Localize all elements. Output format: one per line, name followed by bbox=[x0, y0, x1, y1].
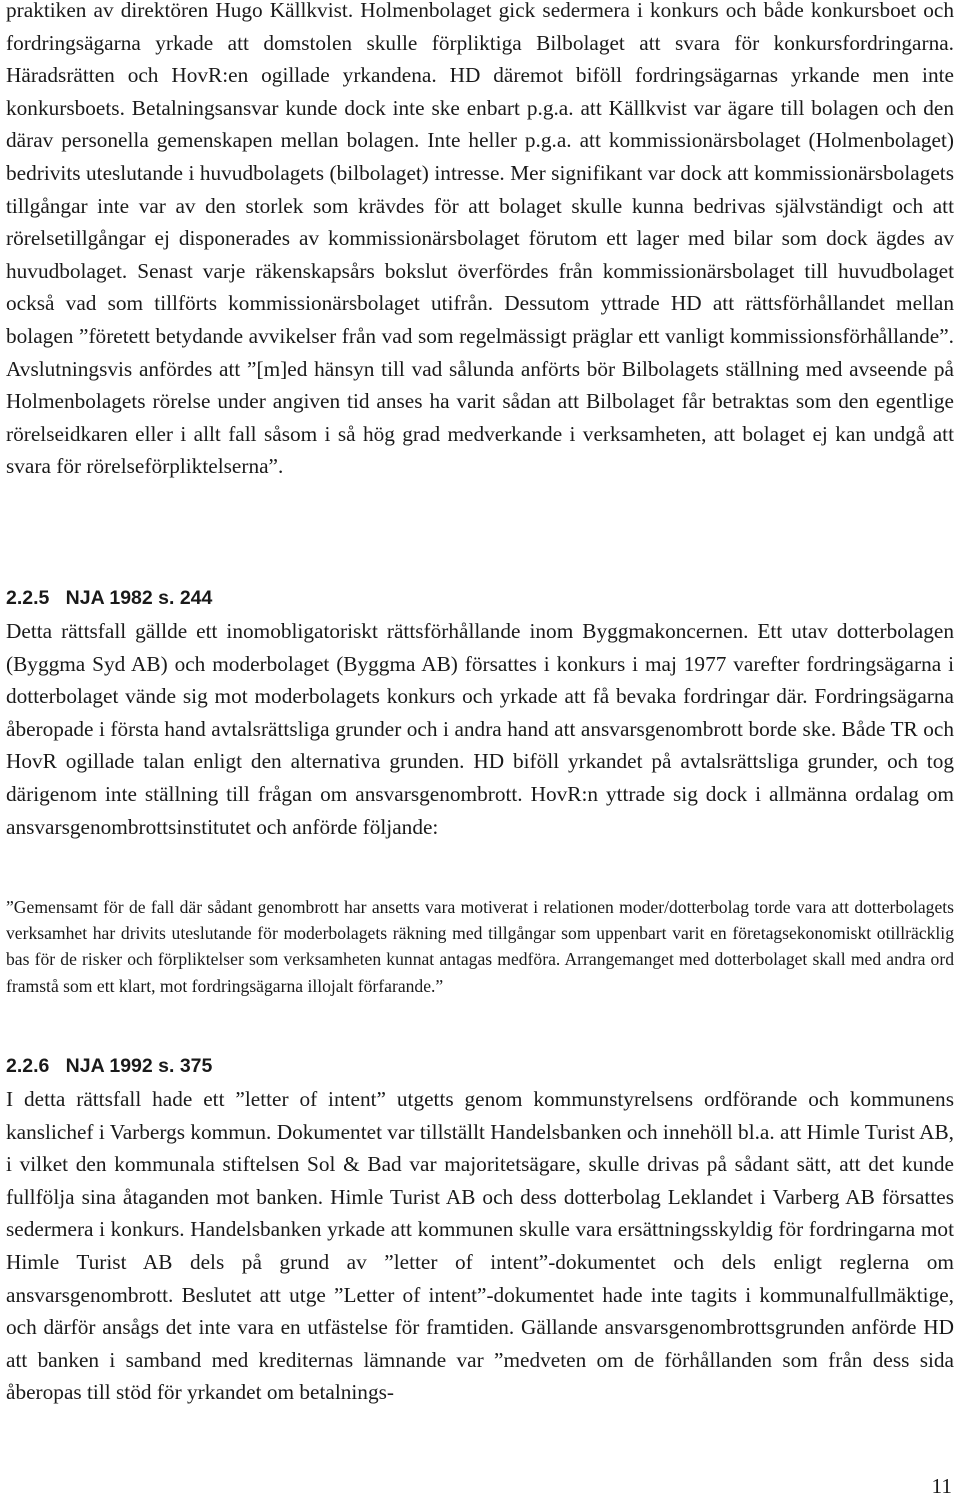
body-paragraph: I detta rättsfall hade ett ”letter of intent” utgetts genom kommunstyrelsens ordförande och kommunens kanslichef i Varbergs kommun. Dokumentet var tillställt Handelsbanken och innehöll bl.a. att Himle Turist AB, i vilket den kommunala stiftelsen Sol & Bad var majoritetsägare, skulle drivas på sådant sätt, att det kunde fullfölja sina åtaganden mot banken. Himle Turist AB och dess dotterbolag Leklandet i Varberg AB försattes sedermera i konkurs. Handelsbanken yrkade att kommunen skulle vara ersättningsskyldig för fordringarna mot Himle Turist AB dels på grund av ”letter of intent”-dokumentet och dels enligt reglerna om ansvarsgenombrott. Beslutet att utge ”Letter of intent”-dokumentet hade inte tagits i kommunalfullmäktige, och därför ansågs det inte vara en utfästelse för framtiden. Gällande ansvarsgenombrottsgrunden anförde HD att banken i samband med krediternas lämnande var ”medveten om de förhållanden som från dess sida åberopas till stöd för yrkandet om betalnings- bbox=[6, 1087, 954, 1405]
page-number: 11 bbox=[931, 1474, 952, 1498]
section-number: 2.2.5 bbox=[6, 587, 50, 609]
body-paragraph: praktiken av direktören Hugo Källkvist. Holmenbolaget gick sedermera i konkurs och både konkursboet och fordringsägarna yrkade att domstolen skulle förpliktiga Bilbolaget att svara för konkursfordringarna. Häradsrätten och HovR:en ogillade yrkandena. HD däremot biföll fordringsägarnas yrkande men inte konkursboets. Betalningsansvar kunde dock inte ske enbart p.g.a. att Källkvist var ägare till bolagen och den därav personella gemenskapen mellan bolagen. Inte heller p.g.a. att kommissionärsbolaget (Holmenbolaget) bedrivits uteslutande i huvudbolagets (bilbolaget) intresse. Mer signifikant var dock att kommissionärsbolagets tillgångar inte var av den storlek som krävdes för att bolaget skulle kunna bedrivas självständigt och att rörelsetillgångar ej disponerades av kommissionärsbolaget förutom ett lager med bilar som dock ägdes av huvudbolaget. Senast varje räkenskapsårs bokslut överfördes från kommissionärsbolaget till huvudbolaget också vad som tillförts kommissionärsbolaget utifrån. Dessutom yttrade HD att rättsförhållandet mellan bolagen ”företett betydande avvikelser från vad som regelmässigt präglar ett vanligt kommissionsförhållande”. Avslutningsvis anfördes att ”[m]ed hänsyn till vad sålunda anförts bör Bilbolagets ställning med avseende på Holmenbolagets rörelse under angiven tid anses ha varit sådan att Bilbolaget får betraktas som den egentlige rörelseidkaren eller i allt fall såsom i så hög grad medverkande i verksamheten, att bolaget ej kan undgå att svara för rörelseförpliktelserna”. bbox=[6, 0, 954, 479]
section-title: NJA 1992 s. 375 bbox=[65, 1055, 213, 1077]
section-heading bbox=[6, 586, 212, 610]
section-heading bbox=[6, 1054, 212, 1078]
section-title: NJA 1982 s. 244 bbox=[65, 587, 213, 609]
section-number: 2.2.6 bbox=[6, 1055, 50, 1077]
body-paragraph: Detta rättsfall gällde ett inomobligatoriskt rättsförhållande inom Byggmakoncernen. Ett utav dotterbolagen (Byggma Syd AB) och moderbolaget (Byggma AB) försattes i konkurs i maj 1977 varefter fordringsägarna i dotterbolaget vände sig mot moderbolagets konkurs och yrkade att få bevaka fordringar där. Fordringsägarna åberopade i första hand avtalsrättsliga grunder och i andra hand att ansvarsgenombrott borde ske. Både TR och HovR ogillade talan enligt den alternativa grunden. HD biföll yrkandet på avtalsrättsliga grunder, och tog därigenom inte ställning till frågan om ansvarsgenombrott. HovR:n yttrade sig dock i allmänna ordalag om ansvarsgenombrottsinstitutet och anförde följande: bbox=[6, 619, 954, 839]
block-quote: ”Gemensamt för de fall där sådant genombrott har ansetts vara motiverat i relationen moder/dotterbolag torde vara att dotterbolagets verksamhet har drivits uteslutande för moderbolagets räkning med tillgångar som uppenbart varit en företagsekonomiskt otillräcklig bas för de risker och förpliktelser som verksamheten kunnat antagas medföra. Arrangemanget med dotterbolaget skall med andra ord framstå som ett klart, mot fordringsägarna illojalt förfarande.” bbox=[6, 897, 954, 996]
